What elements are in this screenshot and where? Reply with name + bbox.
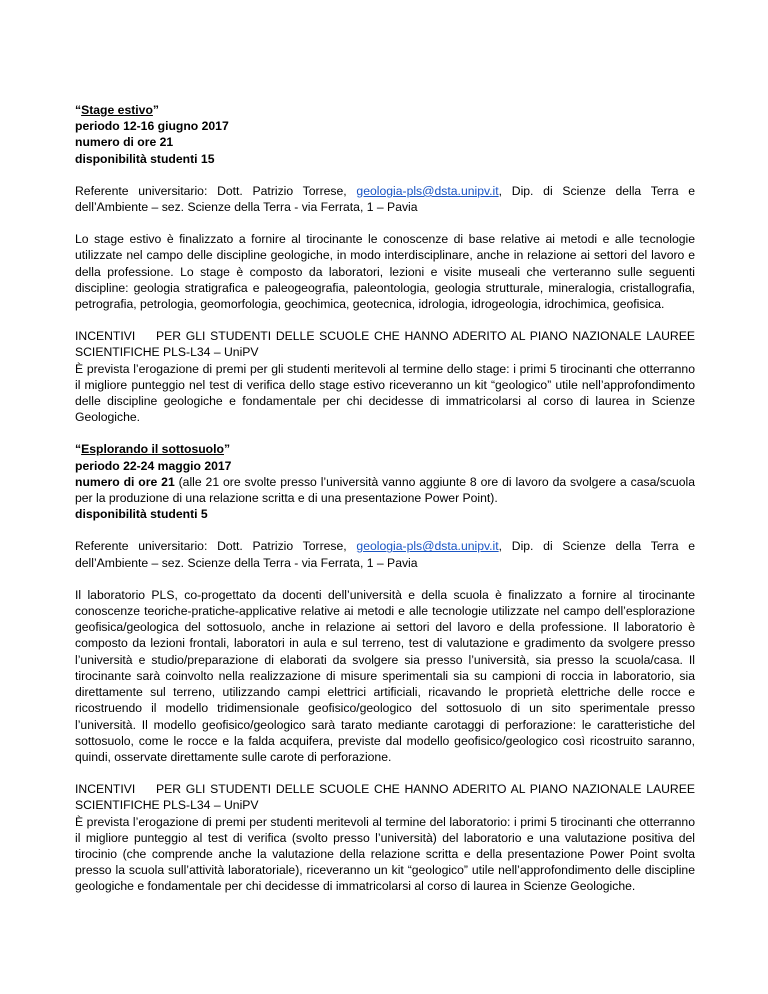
quote-open: “ [75,442,82,457]
hours: numero di ore 21 [75,135,174,150]
description: Il laboratorio PLS, co-progettato da docenti dell’università e della scuola è finalizzato a fornire al tirocinante conoscenze teoriche-pratiche-applicative relative ai metodi e alle tecnologie utilizzate nel campo dell’esplorazione geofisica/geologica del sottosuolo, anche in relazione ai settori del lavoro e della professione. Il laboratorio è composto da lezioni frontali, laboratori in aula e sul terreno, test di valutazione e gradimento da svolgere presso l’università e studio/preparazione di elaborati da svolgere sia presso l’università, sia presso la scuola/casa. Il tirocinante sarà coinvolto nella realizzazione di misure sperimentali sia su campioni di roccia in laboratorio, sia direttamente sul terreno, utilizzando campi elettrici artificiali, ricavando le proprietà elettriche delle rocce e ricostruendo il modello tridimensionale geofisico/geologico del sottosuolo di un sito sperimentale presso l’università. Il modello geofisico/geologico sarà tarato mediante carotaggi di perforazione: le caratteristiche del sottosuolo, come le rocce e la falda acquifera, previste dal modello geofisico/geologico così ricostruito saranno, quindi, osservate direttamente sulle carote di perforazione. [75,587,695,764]
referent-email-link[interactable]: geologia-pls@dsta.unipv.it [356,539,499,554]
incentives-text: È prevista l’erogazione di premi per gli studenti meritevoli al termine dello stage: i primi 5 tirocinanti che otterranno il migliore punteggio nel test di verifica dello stage estivo riceveranno un kit “geologico” utile nell’approfondimento delle discipline geologiche e fondamentale per chi decidesse di immatricolarsi al corso di laurea in Scienze Geologiche. [75,361,695,425]
hours [75,474,695,506]
incentives-word: INCENTIVI [75,329,136,344]
section-title-text: Esplorando il sottosuolo [81,442,224,457]
referent-prefix: Referente universitario: Dott. Patrizio Torrese, [75,539,357,554]
referent [75,183,695,215]
availability: disponibilità studenti 5 [75,507,208,522]
section-title [75,441,695,457]
referent-prefix: Referente universitario: Dott. Patrizio Torrese, [75,183,357,198]
incentives-word: INCENTIVI [75,782,136,797]
incentives-heading-rest: PER GLI STUDENTI DELLE SCUOLE CHE HANNO ADERITO AL PIANO NAZIONALE LAUREE SCIENTIFICHE PLS-L34 – UniPV [75,329,695,360]
hours-bold: numero di ore 21 [75,474,175,489]
referent-email-link[interactable]: geologia-pls@dsta.unipv.it [356,183,499,198]
section-title [75,102,695,118]
referent [75,538,695,570]
referent-suffix: , Dip. di Scienze della Terra e dell’Ambiente – sez. Scienze della Terra - via Ferrata, 1 – Pavia [75,183,695,215]
description: Lo stage estivo è finalizzato a fornire al tirocinante le conoscenze di base relative ai metodi e alle tecnologie utilizzate nel campo delle discipline geologiche, in modo interdisciplinare, anche in relazione ai settori del lavoro e della professione. Lo stage è composto da laboratori, lezioni e visite museali che verteranno sulle seguenti discipline: geologia stratigrafica e paleogeografia, paleontologia, geologia strutturale, mineralogia, cristallografia, petrografia, petrologia, geomorfologia, geochimica, geotecnica, idrologia, idrogeologia, idrochimica, geofisica. [75,232,695,312]
quote-close: ” [152,103,159,117]
hours-rest: (alle 21 ore svolte presso l’università vanno aggiunte 8 ore di lavoro da svolgere a casa/scuola per la produzione di una relazione scritta e di una presentazione Power Point). [75,474,695,506]
quote-close: ” [223,442,231,457]
section-stage-estivo [75,102,695,425]
section-esplorando-sottosuolo [75,441,695,894]
period: periodo 22-24 maggio 2017 [75,458,232,473]
document-page [75,102,695,895]
incentives-heading-rest: PER GLI STUDENTI DELLE SCUOLE CHE HANNO ADERITO AL PIANO NAZIONALE LAUREE SCIENTIFICHE PLS-L34 – UniPV [75,782,695,813]
availability: disponibilità studenti 15 [75,151,215,166]
incentives-heading [75,781,695,813]
incentives-text: È prevista l’erogazione di premi per studenti meritevoli al termine del laboratorio: i primi 5 tirocinanti che otterranno il migliore punteggio al test di verifica (svolto presso l’università) del laboratorio e una valutazione positiva del tirocinio (che comprende anche la valutazione della relazione scritta e della presentazione Power Point svolta presso la scuola sull’attività laboratoriale), riceveranno un kit “geologico” utile nell’approfondimento delle discipline geologiche e fondamentale per chi decidesse di immatricolarsi al corso di laurea in Scienze Geologiche. [75,814,695,894]
incentives-heading [75,328,695,360]
referent-suffix: , Dip. di Scienze della Terra e dell’Ambiente – sez. Scienze della Terra - via Ferrata, 1 – Pavia [75,539,695,570]
quote-open: “ [75,103,82,117]
section-title-text: Stage estivo [81,103,153,117]
period: periodo 12-16 giugno 2017 [75,119,229,134]
